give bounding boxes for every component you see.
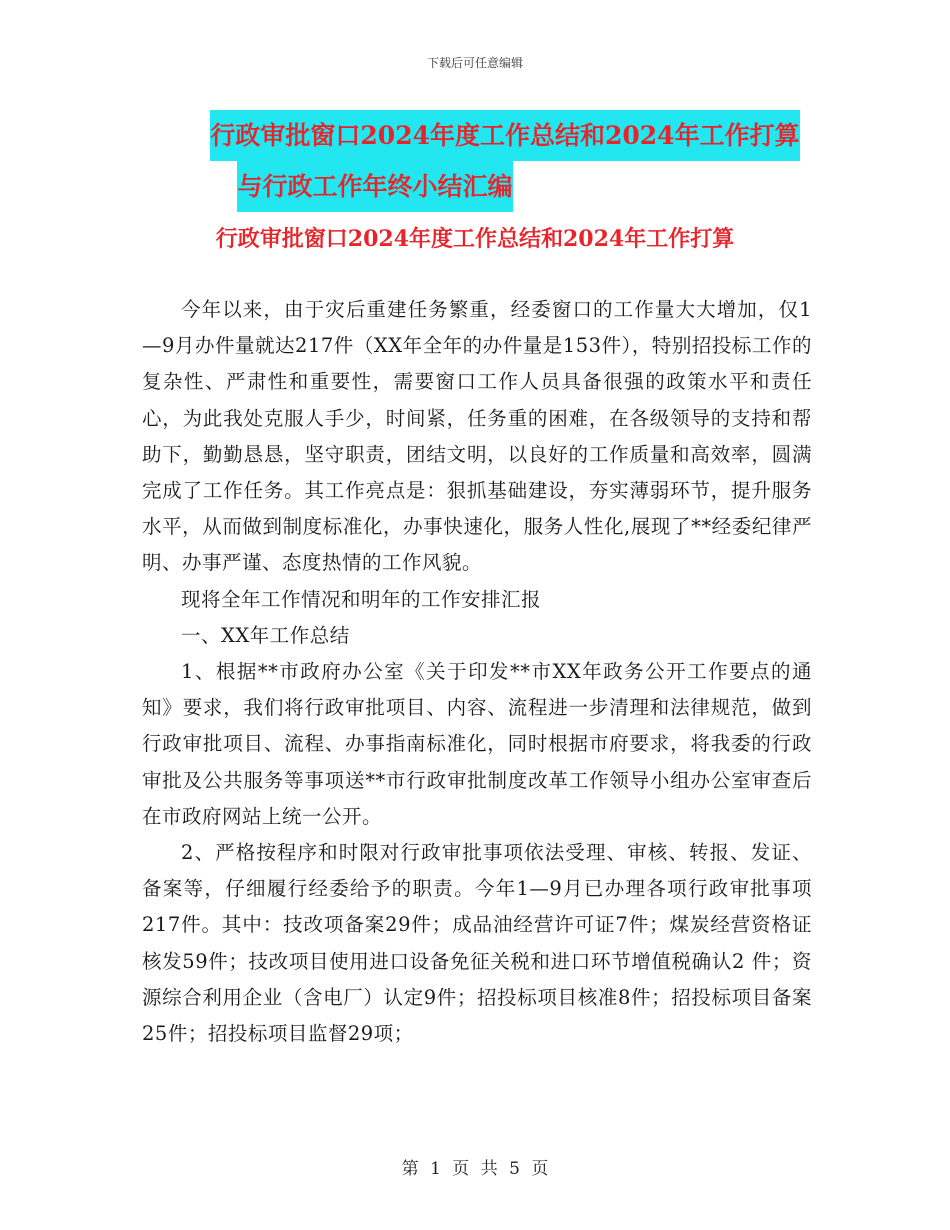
paragraph-report-lead: 现将全年工作情况和明年的工作安排汇报 (181, 587, 542, 611)
header-note: 下载后可任意编辑 (426, 56, 523, 70)
document-title (0, 110, 950, 212)
document-body (142, 292, 812, 1052)
paragraph-item-2: 2、严格按程序和时限对行政审批事项依法受理、审核、转报、发证、备案等，仔细履行经委给予的职责。今年1—9月已办理各项行政审批事项217件。其中：技改项备案29件；成品油经营许可证7件；煤炭经营资格证核发59件；技改项目使用进口设备免征关税和进口环节增值税确认2 件；资源综合利用企业（含电厂）认定9件；招投标项目核准8件；招投标项目备案25件；招投标项目监督29项； (142, 841, 812, 1046)
page-number: 第 1 页 共 5 页 (401, 1159, 549, 1179)
paragraph-heading-summary: 一、XX年工作总结 (181, 623, 350, 647)
document-title-line-2: 与行政工作年终小结汇编 (237, 161, 512, 212)
paragraph-item-1: 1、根据**市政府办公室《关于印发**市XX年政务公开工作要点的通知》要求，我们将行政审批项目、内容、流程进一步清理和法律规范，做到行政审批项目、流程、办事指南标准化，同时根据市府要求，将我委的行政审批及公共服务等事项送**市行政审批制度改革工作领导小组办公室审查后在市政府网站上统一公开。 (142, 660, 812, 828)
paragraph-intro: 今年以来，由于灾后重建任务繁重，经委窗口的工作量大大增加，仅1—9月办件量就达217件（XX年全年的办件量是153件），特别招投标工作的复杂性、严肃性和重要性，需要窗口工作人员具备很强的政策水平和责任心，为此我处克服人手少，时间紧，任务重的困难，在各级领导的支持和帮助下，勤勤恳恳，坚守职责，团结文明，以良好的工作质量和高效率，圆满完成了工作任务。其工作亮点是：狠抓基础建设，夯实薄弱环节，提升服务水平，从而做到制度标准化，办事快速化，服务人性化,展现了**经委纪律严明、办事严谨、态度热情的工作风貌。 (142, 298, 812, 575)
section-title: 行政审批窗口2024年度工作总结和2024年工作打算 (215, 226, 735, 252)
document-title-line-1: 行政审批窗口2024年度工作总结和2024年工作打算 (210, 110, 799, 161)
